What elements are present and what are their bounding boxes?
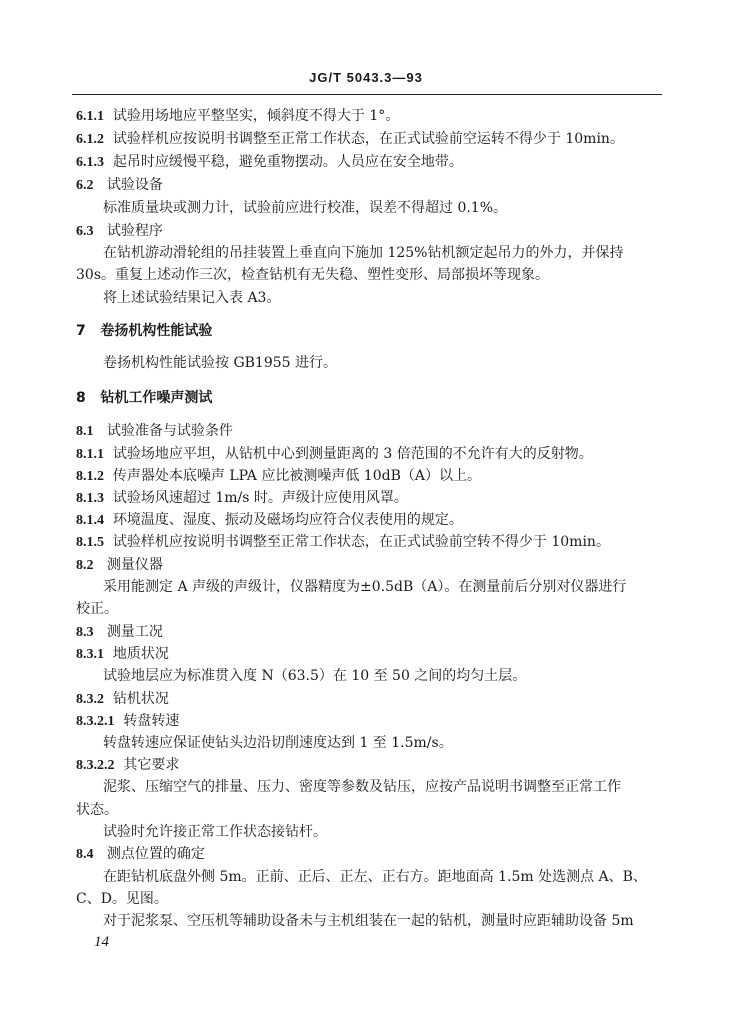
paragraph-line: 对于泥浆泵、空压机等辅助设备未与主机组装在一起的钻机，测量时应距辅助设备 5m [103,913,634,929]
clause-text: 试验样机应按说明书调整至正常工作状态，在正式试验前空转不得少于 10min。 [112,534,610,550]
clause-number: 8.3 [76,625,94,640]
clause-text: 试验样机应按说明书调整至正常工作状态，在正式试验前空运转不得少于 10min。 [112,131,624,147]
clause-text: 传声器处本底噪声 LPA 应比被测噪声低 10dB（A）以上。 [112,468,481,484]
paragraph-line: 校正。 [76,601,118,617]
clause-number: 8.3.2 [76,692,104,707]
section-8-heading [76,388,212,408]
clause-text: 起吊时应缓慢平稳，避免重物摆动。人员应在安全地带。 [112,154,463,170]
paragraph-line: 标准质量块或测力计，试验前应进行校准，误差不得超过 0.1%。 [103,200,508,216]
paragraph-line: 试验时允许接正常工作状态接钻杆。 [103,824,327,840]
header-rule [72,94,662,95]
document-header: JG/T 5043.3—93 [309,70,423,85]
paragraph-line: 状态。 [76,802,118,818]
clause-8-2 [76,555,163,576]
paragraph-line: 采用能测定 A 声级的声级计，仪器精度为±0.5dB（A）。在测量前后分别对仪器进行 [103,579,627,595]
clause-8-1-5 [76,532,610,553]
paragraph-line: 转盘转速应保证使钻头边沿切削速度达到 1 至 1.5m/s。 [103,735,453,751]
clause-8-3-1 [76,644,169,665]
clause-number: 6.1.2 [76,132,104,147]
clause-number: 8.2 [76,558,94,573]
clause-text: 试验用场地应平整坚实，倾斜度不得大于 1°。 [112,108,400,124]
clause-number: 8.1.3 [76,491,104,506]
page-number: 14 [94,934,109,950]
clause-number: 8.4 [76,847,94,862]
section-number: 7 [76,323,86,339]
clause-number: 6.1.1 [76,109,104,124]
clause-text: 测量仪器 [106,557,163,573]
paragraph-line: C、D。见图。 [76,891,168,907]
section-title: 钻机工作噪声测试 [100,390,213,406]
clause-text: 钻机状况 [112,691,169,707]
clause-number: 8.1.2 [76,469,104,484]
clause-8-3-2-2 [76,755,179,776]
clause-8-1 [76,421,233,442]
section-7-heading [76,321,212,341]
clause-number: 8.1 [76,424,94,439]
clause-6-1-1 [76,106,399,127]
clause-8-3-2 [76,689,169,710]
clause-text: 测量工况 [106,624,163,640]
clause-number: 8.3.2.1 [76,714,115,729]
clause-8-3-2-1 [76,711,179,732]
clause-6-1-3 [76,152,463,173]
clause-number: 6.1.3 [76,155,104,170]
clause-text: 试验设备 [106,177,163,193]
clause-6-3 [76,221,163,242]
clause-text: 环境温度、湿度、振动及磁场均应符合仪表使用的规定。 [112,512,463,528]
paragraph-line: 30s。重复上述动作三次，检查钻机有无失稳、塑性变形、局部损坏等现象。 [76,267,549,283]
clause-text: 试验程序 [106,223,163,239]
paragraph-line: 将上述试验结果记入表 A3。 [103,290,281,306]
clause-text: 地质状况 [112,646,169,662]
clause-text: 试验场风速超过 1m/s 时。声级计应使用风罩。 [112,490,408,506]
clause-text: 测点位置的确定 [106,846,205,862]
paragraph-line: 在钻机游动滑轮组的吊挂装置上垂直向下施加 125%钻机额定起吊力的外力，并保持 [103,245,624,261]
clause-8-3 [76,622,163,643]
clause-text: 试验准备与试验条件 [106,423,233,439]
clause-number: 6.3 [76,224,94,239]
clause-8-1-1 [76,444,593,465]
clause-text: 转盘转速 [123,713,180,729]
clause-number: 8.1.4 [76,513,104,528]
paragraph-line: 泥浆、压缩空气的排量、压力、密度等参数及钻压，应按产品说明书调整至正常工作 [103,779,621,795]
section-title: 卷扬机构性能试验 [100,323,213,339]
clause-text: 其它要求 [123,757,180,773]
clause-6-1-2 [76,129,624,150]
paragraph-line: 在距钻机底盘外侧 5m。正前、正后、正左、正右方。距地面高 1.5m 处选测点 A、B、 [103,869,647,885]
paragraph-line: 卷扬机构性能试验按 GB1955 进行。 [103,355,338,371]
clause-number: 6.2 [76,178,94,193]
clause-number: 8.3.1 [76,647,104,662]
clause-8-1-2 [76,466,481,487]
clause-number: 8.1.1 [76,447,104,462]
clause-text: 试验场地应平坦，从钻机中心到测量距离的 3 倍范围的不允许有大的反射物。 [112,446,593,462]
clause-8-1-3 [76,488,408,509]
clause-number: 8.3.2.2 [76,758,115,773]
clause-6-2 [76,175,163,196]
paragraph-line: 试验地层应为标准贯入度 N（63.5）在 10 至 50 之间的均匀土层。 [103,668,527,684]
clause-number: 8.1.5 [76,535,104,550]
section-number: 8 [76,390,86,406]
clause-8-1-4 [76,510,463,531]
clause-8-4 [76,844,205,865]
